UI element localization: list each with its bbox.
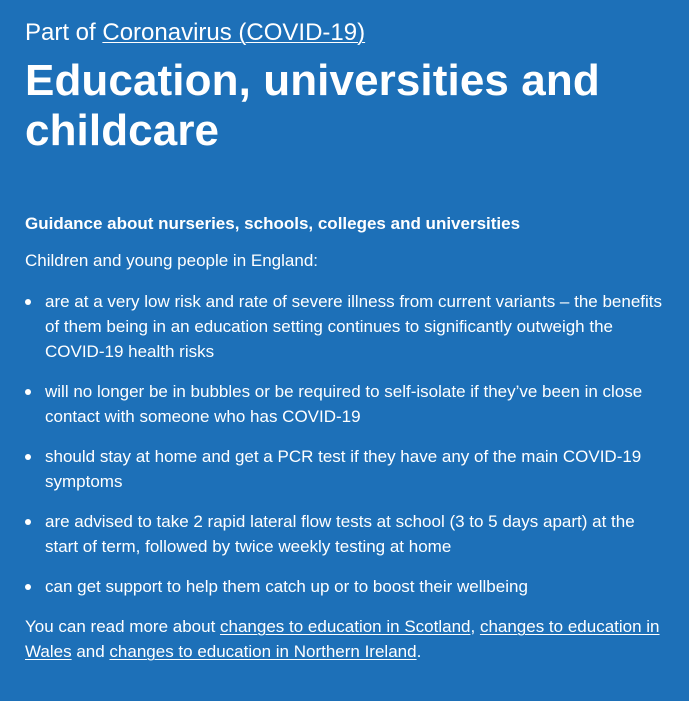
read-more-text: You can read more about (25, 617, 221, 636)
guidance-intro: Children and young people in England: (25, 251, 319, 270)
list-item-text: are advised to take 2 rapid lateral flow tests at school (3 to 5 days apart) at the start of term, followed by twice weekly testing at home (45, 512, 635, 556)
wales-education-link[interactable]: changes to education in Wales (25, 617, 660, 661)
closing-period: . (416, 642, 422, 661)
scotland-education-link[interactable]: changes to education in Scotland (220, 617, 471, 636)
conjunction-text: and (71, 642, 110, 661)
coronavirus-link[interactable]: Coronavirus (COVID-19) (102, 19, 366, 46)
read-more-paragraph (25, 614, 664, 664)
list-item (25, 289, 664, 364)
bullet-icon (25, 584, 31, 590)
bullet-icon (25, 519, 31, 525)
part-of-line (25, 16, 664, 50)
page-title: Education, universities and childcare (25, 56, 600, 155)
list-item-text: will no longer be in bubbles or be required to self-isolate if they’ve been in close contact with someone who has COVID-19 (45, 382, 643, 426)
separator-text: , (470, 617, 480, 636)
list-item-text: can get support to help them catch up or to boost their wellbeing (45, 577, 528, 596)
guidance-list (25, 289, 664, 599)
bullet-icon (25, 299, 31, 305)
bullet-icon (25, 454, 31, 460)
bullet-icon (25, 389, 31, 395)
list-item (25, 444, 664, 494)
list-item-text: are at a very low risk and rate of severe illness from current variants – the benefits of them being in an education setting continues to significantly outweigh the COVID-19 health risks (45, 292, 662, 361)
list-item (25, 379, 664, 429)
guidance-heading: Guidance about nurseries, schools, colleges and universities (25, 214, 521, 233)
list-item-text: should stay at home and get a PCR test if they have any of the main COVID-19 symptoms (45, 447, 642, 491)
northern-ireland-education-link[interactable]: changes to education in Northern Ireland (109, 642, 417, 661)
part-of-prefix: Part of (25, 19, 103, 46)
list-item (25, 509, 664, 559)
list-item (25, 574, 664, 599)
